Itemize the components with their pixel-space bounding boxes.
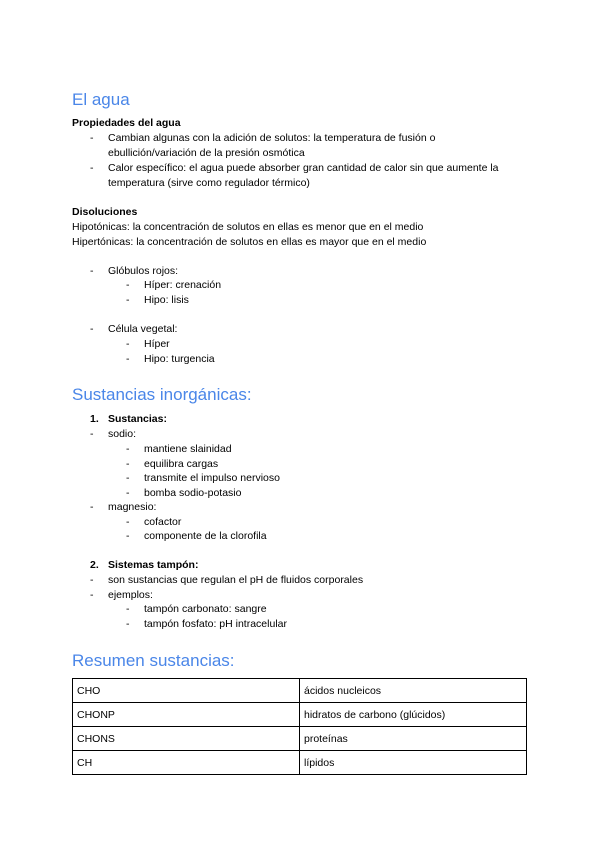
bullet-dash: - xyxy=(90,589,94,601)
bullet-dash: - xyxy=(126,487,130,499)
table-cell: CH xyxy=(73,751,300,775)
ejemplos-label: ejemplos: xyxy=(108,589,153,601)
list-number: 1. xyxy=(90,413,99,425)
section-title-inorganicas: Sustancias inorgánicas: xyxy=(72,385,252,404)
table-cell: CHO xyxy=(73,679,300,703)
bullet-dash: - xyxy=(126,516,130,528)
propiedad-1-line2: ebullición/variación de la presión osmótica xyxy=(108,147,305,159)
bullet-dash: - xyxy=(126,338,130,350)
table-cell: proteínas xyxy=(300,727,527,751)
globulos-label: Glóbulos rojos: xyxy=(108,265,179,277)
bullet-dash: - xyxy=(126,458,130,470)
tampon-desc: son sustancias que regulan el pH de fluidos corporales xyxy=(108,574,364,586)
bullet-dash: - xyxy=(126,443,130,455)
sodio-item: equilibra cargas xyxy=(144,458,219,470)
globulos-item: Hipo: lisis xyxy=(144,294,189,306)
bullet-dash: - xyxy=(126,294,130,306)
magnesio-label: magnesio: xyxy=(108,501,157,513)
bullet-dash: - xyxy=(90,323,94,335)
table-cell: CHONP xyxy=(73,703,300,727)
propiedad-1-line1: Cambian algunas con la adición de solutos: la temperatura de fusión o xyxy=(108,132,436,144)
bullet-dash: - xyxy=(126,603,130,615)
disoluciones-heading: Disoluciones xyxy=(72,206,138,218)
propiedad-2-line1: Calor específico: el agua puede absorber gran cantidad de calor sin que aumente la xyxy=(108,162,499,174)
sodio-label: sodio: xyxy=(108,428,137,440)
hipertonicas-text: Hipertónicas: la concentración de solutos en ellas es mayor que en el medio xyxy=(72,236,427,248)
table-row xyxy=(73,703,527,727)
bullet-dash: - xyxy=(126,472,130,484)
table-row xyxy=(73,679,527,703)
table-cell: hidratos de carbono (glúcidos) xyxy=(300,703,527,727)
list-number: 2. xyxy=(90,559,99,571)
sodio-item: bomba sodio-potasio xyxy=(144,487,242,499)
bullet-dash: - xyxy=(90,428,94,440)
bullet-dash: - xyxy=(126,279,130,291)
sodio-item: transmite el impulso nervioso xyxy=(144,472,280,484)
resumen-table xyxy=(72,678,527,775)
bullet-dash: - xyxy=(90,501,94,513)
table-row xyxy=(73,751,527,775)
celula-item: Híper xyxy=(144,338,170,350)
bullet-dash: - xyxy=(90,265,94,277)
ejemplos-item: tampón fosfato: pH intracelular xyxy=(144,618,287,630)
sodio-item: mantiene slainidad xyxy=(144,443,232,455)
bullet-dash: - xyxy=(90,162,94,174)
section-title-agua: El agua xyxy=(72,90,130,109)
table-cell: lípidos xyxy=(300,751,527,775)
table-cell: ácidos nucleicos xyxy=(300,679,527,703)
ejemplos-item: tampón carbonato: sangre xyxy=(144,603,267,615)
bullet-dash: - xyxy=(90,132,94,144)
bullet-dash: - xyxy=(126,618,130,630)
section-title-resumen: Resumen sustancias: xyxy=(72,651,235,670)
hipotonicas-text: Hipotónicas: la concentración de solutos en ellas es menor que en el medio xyxy=(72,221,424,233)
celula-label: Célula vegetal: xyxy=(108,323,178,335)
magnesio-item: cofactor xyxy=(144,516,182,528)
sistemas-tampon-label: Sistemas tampón: xyxy=(108,559,199,571)
globulos-item: Híper: crenación xyxy=(144,279,222,291)
magnesio-item: componente de la clorofila xyxy=(144,530,267,542)
propiedad-2-line2: temperatura (sirve como regulador térmico) xyxy=(108,177,310,189)
table-row xyxy=(73,727,527,751)
bullet-dash: - xyxy=(126,353,130,365)
propiedades-heading: Propiedades del agua xyxy=(72,117,181,129)
table-cell: CHONS xyxy=(73,727,300,751)
sustancias-label: Sustancias: xyxy=(108,413,167,425)
celula-item: Hipo: turgencia xyxy=(144,353,215,365)
bullet-dash: - xyxy=(126,530,130,542)
bullet-dash: - xyxy=(90,574,94,586)
